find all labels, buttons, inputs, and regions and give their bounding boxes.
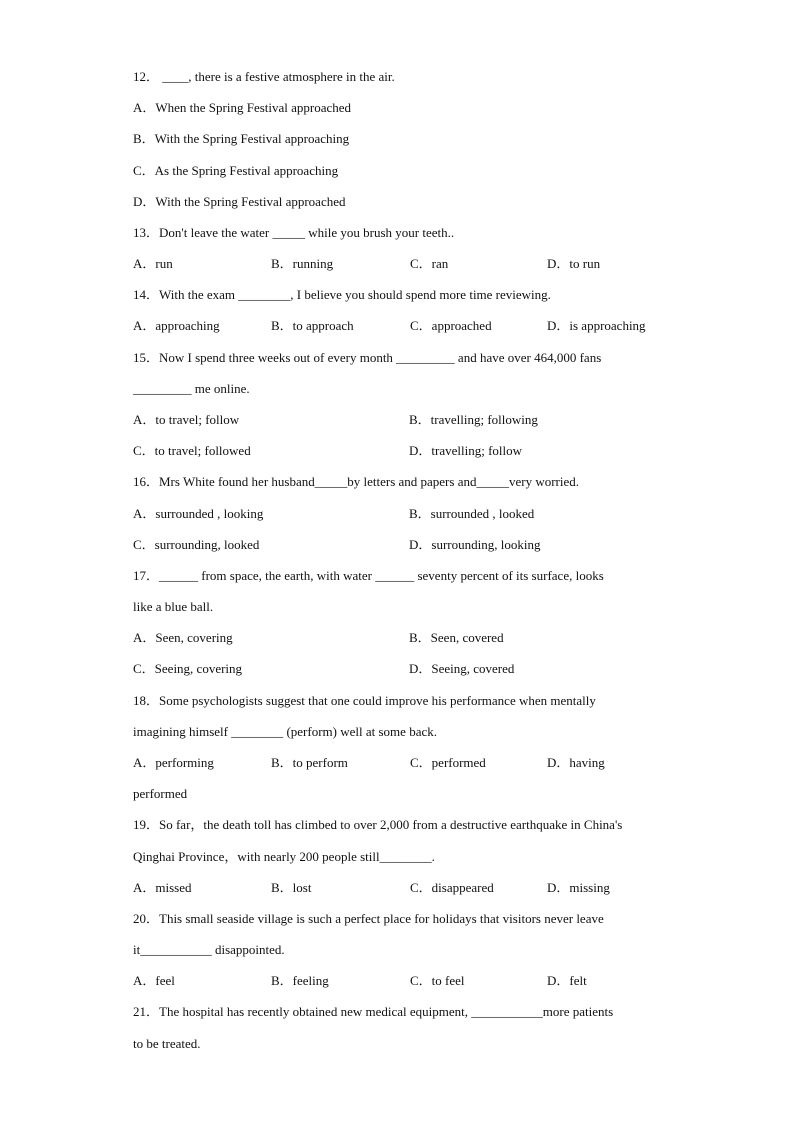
answer-option: B．surrounded , looked	[409, 505, 535, 521]
text-line: imagining himself ________ (perform) well at some back.	[133, 723, 437, 739]
text-line: D．With the Spring Festival approached	[133, 193, 346, 209]
answer-option: A．Seen, covering	[133, 630, 233, 646]
answer-option: D．travelling; follow	[409, 443, 523, 459]
answer-option: A．performing	[133, 755, 214, 770]
text-line: C．As the Spring Festival approaching	[133, 162, 339, 178]
text-line: 19．So far，the death toll has climbed to over 2,000 from a destructive earthquake in China's	[133, 817, 623, 833]
answer-option: D．felt	[547, 973, 587, 989]
answer-option: A．approaching	[133, 318, 220, 334]
answer-option: D．having	[547, 755, 605, 770]
answer-option: A．missed	[133, 879, 192, 895]
answer-option: D．Seeing, covered	[409, 661, 515, 677]
answer-option: A．feel	[133, 973, 175, 989]
answer-option: C．approached	[410, 318, 492, 334]
answer-option: C．performed	[410, 755, 486, 770]
answer-option: C．to travel; followed	[133, 443, 251, 459]
answer-option: D．is approaching	[547, 318, 646, 334]
answer-option: C．to feel	[410, 973, 465, 989]
answer-option: B．travelling; following	[409, 412, 538, 427]
text-line: 12． ____, there is a festive atmosphere in the air.	[133, 69, 395, 84]
text-line: 16．Mrs White found her husband_____by letters and papers and_____very worried.	[133, 474, 579, 490]
answer-option: C．disappeared	[410, 879, 494, 895]
answer-option: B．lost	[271, 879, 312, 895]
answer-option: B．to perform	[271, 755, 348, 770]
answer-option: A．to travel; follow	[133, 412, 240, 427]
answer-option: A．run	[133, 256, 173, 272]
text-line: performed	[133, 786, 188, 802]
answer-option: C．ran	[410, 256, 449, 272]
text-line: 18．Some psychologists suggest that one could improve his performance when mentally	[133, 692, 596, 708]
text-line: 15．Now I spend three weeks out of every month _________ and have over 464,000 fans	[133, 349, 602, 365]
text-line: B．With the Spring Festival approaching	[133, 131, 350, 147]
answer-option: D．missing	[547, 879, 610, 895]
answer-option: B．Seen, covered	[409, 630, 504, 646]
text-line: 21．The hospital has recently obtained new medical equipment, ___________more patients	[133, 1004, 614, 1020]
answer-option: B．running	[271, 256, 334, 272]
text-line: 17．______ from space, the earth, with water ______ seventy percent of its surface, looks	[133, 567, 604, 583]
answer-option: D．surrounding, looking	[409, 536, 541, 552]
answer-option: B．to approach	[271, 318, 354, 334]
answer-option: C．surrounding, looked	[133, 536, 260, 552]
answer-option: A．surrounded , looking	[133, 505, 264, 521]
text-line: Qinghai Province，with nearly 200 people still________.	[133, 848, 435, 864]
text-line: 20．This small seaside village is such a perfect place for holidays that visitors never leave	[133, 910, 604, 926]
answer-option: C．Seeing, covering	[133, 661, 243, 677]
text-line: 13．Don't leave the water _____ while you brush your teeth..	[133, 224, 455, 240]
text-line: A．When the Spring Festival approached	[133, 100, 352, 116]
text-line: it___________ disappointed.	[133, 942, 285, 957]
answer-option: D．to run	[547, 256, 601, 272]
answer-option: B．feeling	[271, 973, 329, 989]
text-line: 14．With the exam ________, I believe you should spend more time reviewing.	[133, 287, 551, 303]
text-line: like a blue ball.	[133, 599, 214, 615]
text-line: to be treated.	[133, 1035, 201, 1051]
text-line: _________ me online.	[133, 380, 250, 396]
